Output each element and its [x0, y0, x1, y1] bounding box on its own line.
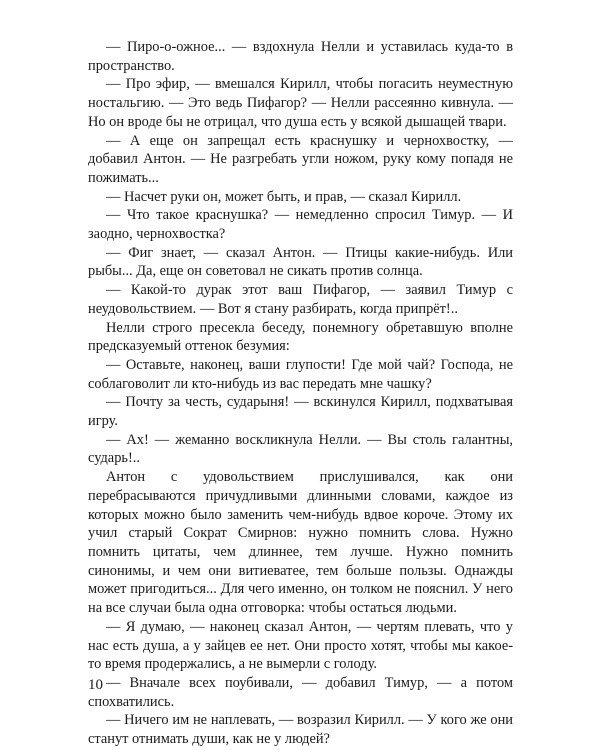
paragraph: — Ах! — жеманно воскликнула Нелли. — Вы столь галантны, сударь!.. [88, 431, 513, 467]
body-text [88, 38, 513, 749]
paragraph: — Про эфир, — вмешался Кирилл, чтобы погасить неуместную ностальгию. — Это ведь Пифагор? — Нелли рассеянно кивнула. — Но он вроде бы не отрицал, что душа есть у всякой дышащей твари. [88, 76, 513, 130]
paragraph: — Фиг знает, — сказал Антон. — Птицы какие-нибудь. Или рыбы... Да, еще он советовал не сикать против солнца. [88, 244, 513, 280]
paragraph: — Пиро-о-ожное... — вздохнула Нелли и уставилась куда-то в пространство. [88, 39, 513, 74]
paragraph: Антон с удовольствием прислушивался, как они перебрасываются причудливыми длинными словами, каждое из которых можно было заменить чем-нибудь вдвое короче. Этому их учил старый Сократ Смирнов: нужно помнить слова. Нужно помнить цитаты, чем длиннее, тем лучше. Нужно помнить синонимы, и чем они витиеватее, тем больше пользы. Однажды может пригодиться... Для чего именно, он толком не пояснил. У него на все случаи была одна отговорка: чтобы остаться людьми. [88, 469, 513, 617]
page-number: 10 [88, 677, 103, 693]
paragraph: — Что такое краснушка? — немедленно спросил Тимур. — И заодно, чернохвостка? [88, 207, 513, 243]
paragraph: Нелли строго пресекла беседу, понемногу обретавшую вполне предсказуемый оттенок безумия: [88, 319, 513, 355]
paragraph: — Какой-то дурак этот ваш Пифагор, — заявил Тимур с неудовольствием. — Вот я стану разбирать, когда припрёт!.. [88, 282, 513, 317]
paragraph: — А еще он запрещал есть краснушку и чернохвостку, — добавил Антон. — Не разгребать угли ножом, руку кому попадя не пожимать... [88, 132, 513, 186]
paragraph: — Оставьте, наконец, ваши глупости! Где мой чай? Господа, не соблаговолит ли кто-нибудь из вас передать мне чашку? [88, 356, 513, 392]
paragraph: — Ничего им не наплевать, — возразил Кирилл. — У кого же они станут отнимать души, как не у людей? [88, 712, 513, 748]
paragraph: — Насчет руки он, может быть, и прав, — сказал Кирилл. [106, 188, 462, 205]
paragraph: — Почту за честь, сударыня! — вскинулся Кирилл, подхватывая игру. [88, 394, 513, 430]
paragraph: — Вначале всех поубивали, — добавил Тимур, — а потом спохватились. [88, 674, 513, 710]
paragraph: — Я думаю, — наконец сказал Антон, — чертям плевать, что у нас есть душа, а у зайцев ее нет. Они просто хотят, чтобы мы какое-то время продержались, а не вымерли с голоду. [88, 618, 513, 673]
